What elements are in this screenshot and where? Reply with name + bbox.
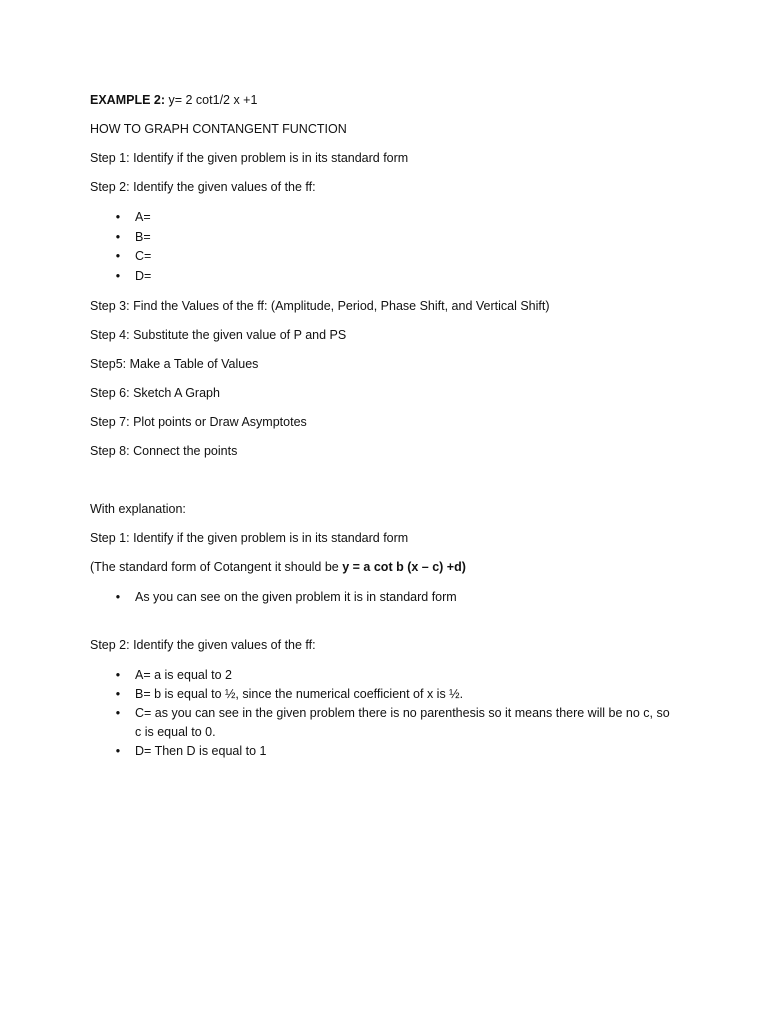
list-item-text: As you can see on the given problem it is in standard form [135, 590, 457, 604]
example-label: EXAMPLE 2: [90, 93, 166, 107]
step-2: Step 2: Identify the given values of the ff: [90, 180, 316, 194]
bullet-icon: • [115, 268, 121, 283]
list-item-text: C= [135, 249, 152, 263]
list-item [90, 267, 690, 287]
list-item-text: D= [135, 268, 152, 283]
list-item-text: A= [135, 210, 151, 224]
step-1: Step 1: Identify if the given problem is in its standard form [90, 151, 409, 165]
list-item [90, 588, 690, 608]
standard-form-line [90, 559, 690, 576]
standard-form-formula: y = a cot b (x – c) +d) [342, 560, 466, 574]
step-7: Step 7: Plot points or Draw Asymptotes [90, 415, 307, 429]
explanation-title: With explanation: [90, 502, 186, 516]
step-2-bullets [90, 666, 690, 761]
standard-form-prefix: (The standard form of Cotangent it should be [90, 560, 343, 574]
heading: HOW TO GRAPH CONTANGENT FUNCTION [90, 122, 347, 136]
list-item-text: C= as you can see in the given problem there is no parenthesis so it means there will be no c, so c is equal to 0. [135, 705, 670, 739]
explanation-step-1: Step 1: Identify if the given problem is in its standard form [90, 531, 409, 545]
bullet-icon: • [115, 743, 121, 758]
list-item [90, 704, 690, 742]
step-1-bullets [90, 588, 690, 608]
list-item [90, 742, 690, 761]
example-equation: y= 2 cot1/2 x +1 [165, 93, 258, 107]
bullet-icon: • [115, 229, 121, 244]
bullet-icon: • [115, 590, 121, 604]
bullet-icon: • [115, 686, 121, 701]
list-item-text: B= [135, 229, 151, 244]
list-item [90, 208, 690, 228]
step-4: Step 4: Substitute the given value of P and PS [90, 328, 347, 342]
list-item-text: A= a is equal to 2 [135, 667, 232, 682]
bullet-icon: • [115, 667, 121, 682]
step-3: Step 3: Find the Values of the ff: (Amplitude, Period, Phase Shift, and Vertical Shift) [90, 299, 550, 313]
list-item [90, 247, 690, 267]
bullet-icon: • [115, 210, 121, 224]
bullet-icon: • [115, 705, 121, 720]
list-item [90, 685, 690, 704]
list-item-text: D= Then D is equal to 1 [135, 743, 267, 758]
step-5: Step5: Make a Table of Values [90, 357, 259, 371]
document-content [90, 92, 690, 773]
list-item-text: B= b is equal to ½, since the numerical coefficient of x is ½. [135, 686, 464, 701]
values-list [90, 208, 690, 286]
step-6: Step 6: Sketch A Graph [90, 386, 220, 400]
list-item [90, 666, 690, 685]
step-8: Step 8: Connect the points [90, 444, 238, 458]
list-item [90, 228, 690, 248]
explanation-step-2: Step 2: Identify the given values of the ff: [90, 637, 316, 652]
bullet-icon: • [115, 249, 121, 263]
example-line [90, 92, 690, 109]
